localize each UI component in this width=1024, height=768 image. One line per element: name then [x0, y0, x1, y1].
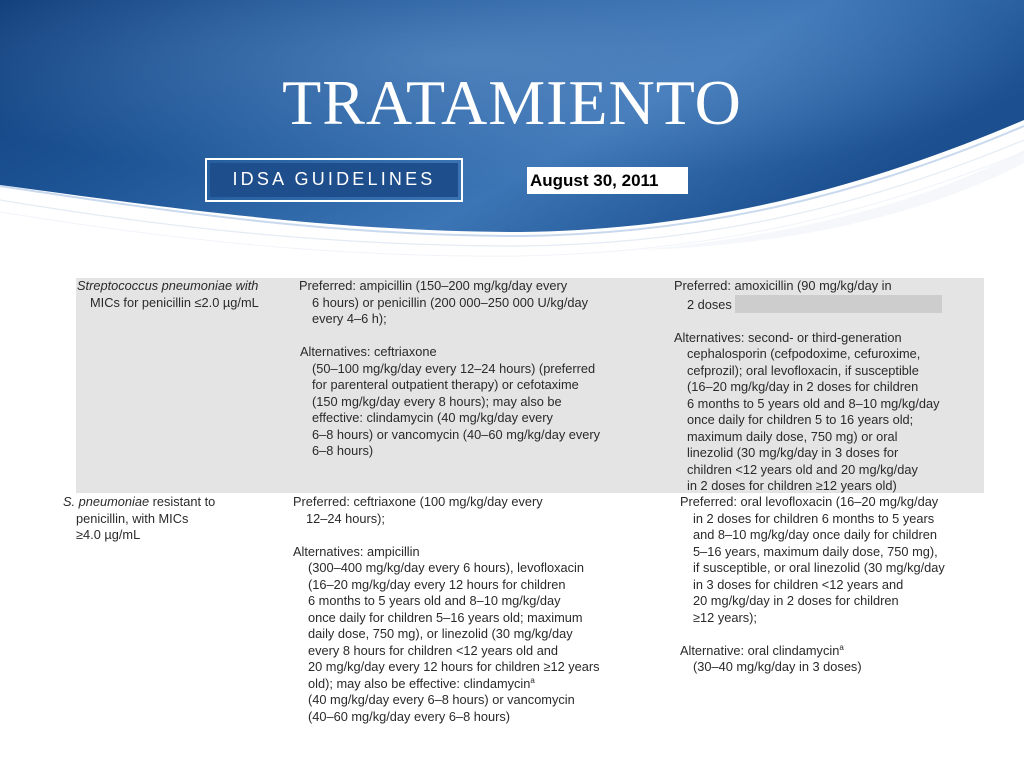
regimen-line: every 8 hours for children <12 years old and — [308, 642, 559, 658]
regimen-line: ≥12 years); — [693, 609, 757, 625]
footnote-marker: a — [530, 675, 535, 685]
regimen-line: (40 mg/kg/day every 6–8 hours) or vancomycin — [308, 692, 575, 707]
regimen-line: if susceptible, or oral linezolid (30 mg/kg/day — [693, 560, 945, 575]
inpatient-regimen-cell — [293, 494, 600, 725]
regimen-line: Preferred: amoxicillin (90 mg/kg/day in — [674, 278, 892, 293]
organism-descriptor: resistant to — [149, 494, 216, 509]
regimen-line: (40–60 mg/kg/day every 6–8 hours) — [308, 708, 511, 724]
regimen-line: cefprozil); oral levofloxacin, if susceptible — [687, 362, 919, 378]
regimen-line: maximum daily dose, 750 mg) or oral — [687, 428, 898, 444]
regimen-line: (16–20 mg/kg/day in 2 doses for children — [687, 379, 919, 394]
redacted-area — [735, 295, 942, 313]
regimen-line: once daily for children 5–16 years old; maximum — [308, 609, 583, 625]
slide-title: TRATAMIENTO — [282, 67, 742, 138]
organism-descriptor: penicillin, with MICs — [76, 510, 189, 526]
organism-cell — [77, 278, 259, 311]
regimen-line: and 8–10 mg/kg/day once daily for children — [693, 527, 938, 542]
organism-name: Streptococcus pneumoniae with — [77, 278, 259, 293]
regimen-line: 6 months to 5 years old and 8–10 mg/kg/day — [308, 593, 561, 608]
regimen-line: daily dose, 750 mg), or linezolid (30 mg/kg/day — [308, 626, 573, 641]
regimen-line: (30–40 mg/kg/day in 3 doses) — [693, 659, 862, 674]
regimen-line: Preferred: ceftriaxone (100 mg/kg/day every — [293, 494, 543, 509]
regimen-line: in 2 doses for children ≥12 years old) — [687, 478, 897, 493]
regimen-line: Preferred: oral levofloxacin (16–20 mg/kg/day — [680, 494, 939, 509]
regimen-line: in 3 doses for children <12 years and — [693, 576, 904, 592]
regimen-line: Alternatives: ceftriaxone — [300, 344, 437, 359]
regimen-line: 6 hours) or penicillin (200 000–250 000 U/kg/day — [312, 294, 589, 310]
idsa-logo-text: IDSA GUIDELINES — [210, 163, 458, 197]
regimen-line: 6 months to 5 years old and 8–10 mg/kg/day — [687, 395, 940, 411]
regimen-line: for parenteral outpatient therapy) or cefotaxime — [312, 377, 579, 392]
regimen-line: 12–24 hours); — [306, 510, 385, 526]
regimen-line: (150 mg/kg/day every 8 hours); may also be — [312, 393, 562, 409]
regimen-line: 5–16 years, maximum daily dose, 750 mg), — [693, 543, 938, 559]
regimen-line: Preferred: ampicillin (150–200 mg/kg/day every — [299, 278, 568, 293]
regimen-line: 6–8 hours) or vancomycin (40–60 mg/kg/day every — [312, 426, 601, 442]
regimen-line: 20 mg/kg/day in 2 doses for children — [693, 593, 899, 608]
organism-cell — [63, 494, 215, 544]
regimen-line: (16–20 mg/kg/day every 12 hours for children — [308, 576, 566, 592]
idsa-guidelines-logo — [205, 158, 463, 202]
regimen-line: Alternatives: ampicillin — [293, 543, 420, 559]
organism-mic: ≥4.0 µg/mL — [76, 527, 141, 542]
outpatient-regimen-cell — [680, 494, 945, 676]
organism-name: S. pneumoniae — [63, 494, 150, 509]
inpatient-regimen-cell — [299, 278, 600, 460]
regimen-line: Alternative: oral clindamycin — [680, 642, 840, 658]
outpatient-regimen-cell — [674, 278, 942, 495]
regimen-line: children <12 years old and 20 mg/kg/day — [687, 461, 918, 477]
regimen-line: 2 doses — [687, 296, 732, 312]
publication-date: August 30, 2011 — [527, 167, 688, 194]
regimen-line: effective: clindamycin (40 mg/kg/day every — [312, 410, 553, 425]
regimen-line: 6–8 hours) — [312, 443, 374, 458]
regimen-line: once daily for children 5 to 16 years old; — [687, 412, 914, 427]
regimen-line: old); may also be effective: clindamycin — [308, 675, 531, 691]
regimen-line: every 4–6 h); — [312, 311, 387, 326]
footnote-marker: a — [839, 642, 844, 652]
organism-mic: MICs for penicillin ≤2.0 µg/mL — [90, 294, 259, 310]
regimen-line: cephalosporin (cefpodoxime, cefuroxime, — [687, 346, 921, 361]
regimen-line: (300–400 mg/kg/day every 6 hours), levofloxacin — [308, 560, 584, 575]
regimen-line: (50–100 mg/kg/day every 12–24 hours) (preferred — [312, 360, 596, 376]
regimen-line: Alternatives: second- or third-generation — [674, 329, 902, 345]
regimen-line: linezolid (30 mg/kg/day in 3 doses for — [687, 445, 899, 460]
regimen-line: in 2 doses for children 6 months to 5 years — [693, 510, 935, 526]
regimen-line: 20 mg/kg/day every 12 hours for children ≥12 years — [308, 659, 600, 674]
